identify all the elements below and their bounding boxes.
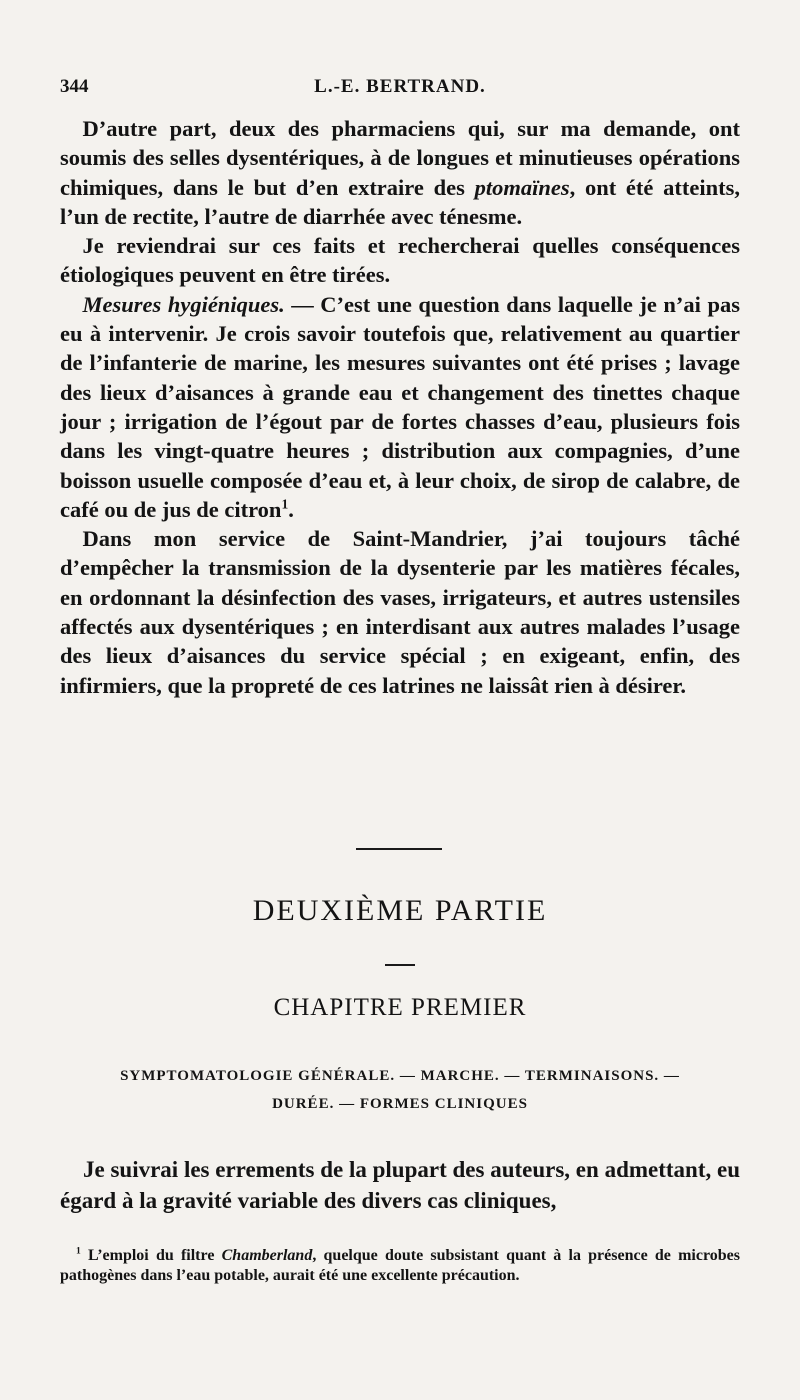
paragraph-saint-mandrier: Dans mon service de Saint-Mandrier, j’ai toujours tâché d’empêcher la transmission de la dysenterie par les matières fécales, en ordonnant la désinfection des vases, irrigateurs, et autres ustensiles affectés aux dysentériques ; en interdisant aux autres malades l’usage des lieux d’aisances du service spécial ; en exigeant, enfin, des infirmiers, que la propreté de ces latrines ne laissât rien à désirer.: [60, 526, 740, 698]
footnote: $^1$ L’emploi du filtre Chamberland, quelque doute subsistant quant à la présence de microbes pathogènes dans l’eau potable, aurait été une excellente précaution.: [60, 1245, 740, 1284]
chapter-subheading-line2: DURÉE. — FORMES CLINIQUES: [272, 1096, 528, 1112]
footnote-italic-term: Chamberland: [221, 1247, 313, 1264]
body-text-top: [60, 114, 740, 700]
paragraph-consequences: Je reviendrai sur ces faits et rechercherai quelles conséquences étiologiques peuvent en être tirées.: [60, 233, 740, 288]
chapter-title: CHAPITRE PREMIER: [273, 994, 527, 1021]
paragraph-pharmaciens: D’autre part, deux des pharmaciens qui, sur ma demande, ont soumis des selles dysentériques, à de longues et minutieuses opérations chimiques, dans le but d’en extraire des ptomaïnes, ont été atteints, l’un de rectite, l’autre de diarrhée avec ténesme.: [60, 116, 740, 229]
paragraph-mesures: Mesures hygiéniques. — C’est une question dans laquelle je n’ai pas eu à intervenir. Je crois savoir toutefois que, relativement au quartier de l’infanterie de marine, les mesures suivantes ont été prises ; lavage des lieux d’aisances à grande eau et changement des tinettes chaque jour ; irrigation de l’égout par de fortes chasses d’eau, plusieurs fois dans les vingt-quatre heures ; distribution aux compagnies, d’une boisson usuelle composée d’eau et, à leur choix, de sirop de calabre, de café ou de jus de citron$^1$.: [60, 291, 740, 522]
section-divider-rule: [356, 848, 442, 850]
running-header: [60, 76, 740, 102]
italic-term: ptomaïnes: [474, 174, 570, 200]
part-title: DEUXIÈME PARTIE: [252, 894, 548, 927]
footnote-number: 1: [76, 1245, 81, 1257]
body-text-bottom: [60, 1154, 740, 1216]
section-run-in-heading: Mesures hygiéniques.: [82, 291, 285, 317]
running-title: L.-E. BERTRAND.: [314, 76, 486, 97]
chapter-subheading-line1: SYMPTOMATOLOGIE GÉNÉRALE. — MARCHE. — TERMINAISONS. —: [120, 1068, 680, 1084]
page-number: 344: [60, 76, 89, 97]
short-divider-rule: [385, 964, 415, 966]
footnote-marker: 1: [281, 496, 289, 512]
paragraph-errements: Je suivrai les errements de la plupart des auteurs, en admettant, eu égard à la gravité variable des divers cas cliniques,: [60, 1157, 740, 1213]
